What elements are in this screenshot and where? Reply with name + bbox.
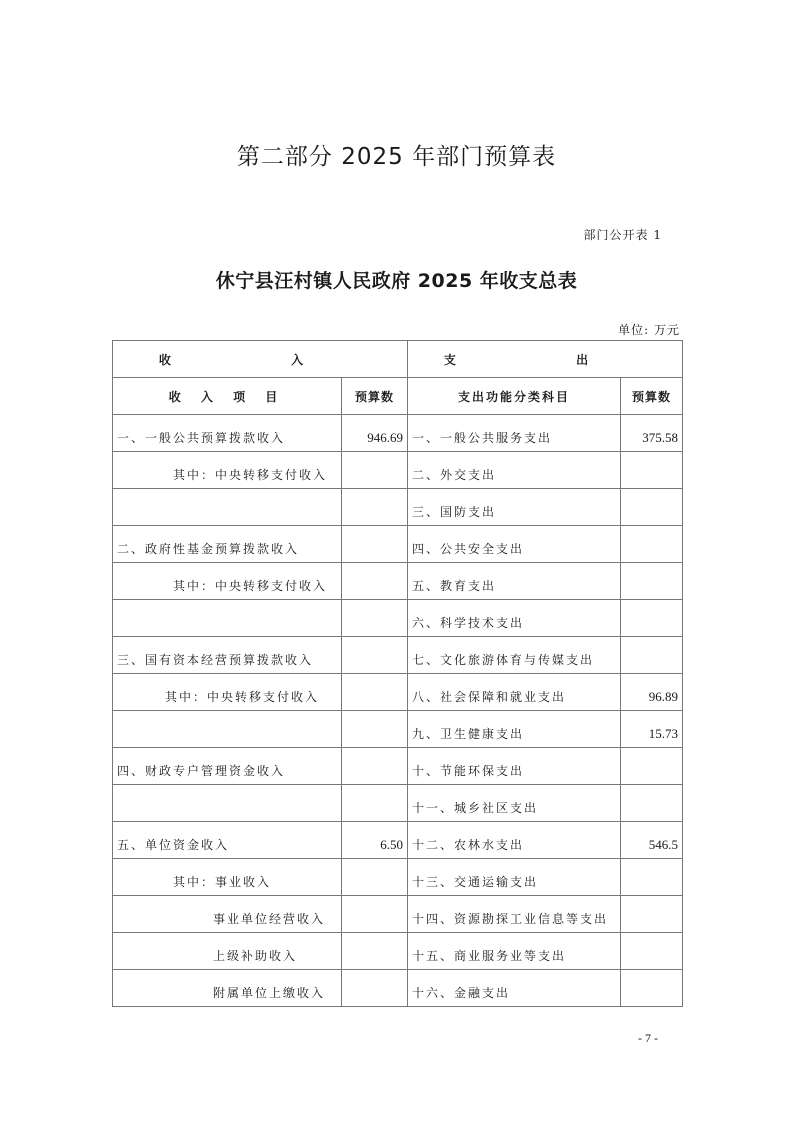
income-item-cell (113, 489, 342, 526)
income-item-header: 收 入 项 目 (113, 378, 342, 415)
page-number: - 7 - (638, 1031, 658, 1045)
expense-item-cell: 十六、金融支出 (408, 970, 621, 1007)
expense-item-cell: 十二、农林水支出 (408, 822, 621, 859)
expense-item-cell: 一、一般公共服务支出 (408, 415, 621, 452)
expense-value-cell (621, 489, 683, 526)
income-budget-header: 预算数 (342, 378, 408, 415)
income-item-cell: 其中：中央转移支付收入 (113, 674, 342, 711)
income-item-cell: 二、政府性基金预算拨款收入 (113, 526, 342, 563)
table-title: 休宁县汪村镇人民政府 2025 年收支总表 (215, 270, 578, 292)
table-row (113, 637, 683, 674)
table-row (113, 785, 683, 822)
expense-value-cell: 546.5 (621, 822, 683, 859)
expense-item-cell: 十五、商业服务业等支出 (408, 933, 621, 970)
table-row (113, 970, 683, 1007)
expense-value-cell (621, 970, 683, 1007)
expense-header: 支 出 (408, 341, 683, 378)
income-value-cell (342, 933, 408, 970)
income-value-cell (342, 970, 408, 1007)
income-value-cell (342, 748, 408, 785)
income-value-cell (342, 452, 408, 489)
income-item-cell: 五、单位资金收入 (113, 822, 342, 859)
income-item-cell: 上级补助收入 (113, 933, 342, 970)
table-row (113, 489, 683, 526)
expense-item-cell: 四、公共安全支出 (408, 526, 621, 563)
part-title: 第二部分 2025 年部门预算表 (236, 144, 557, 170)
table-row (113, 859, 683, 896)
expense-value-cell (621, 526, 683, 563)
expense-value-cell: 15.73 (621, 711, 683, 748)
income-value-cell (342, 896, 408, 933)
table-number: 部门公开表 1 (583, 228, 662, 242)
income-value-cell (342, 859, 408, 896)
header-row-1 (113, 341, 683, 378)
expense-item-cell: 六、科学技术支出 (408, 600, 621, 637)
expense-value-cell (621, 896, 683, 933)
income-value-cell (342, 600, 408, 637)
table-row (113, 933, 683, 970)
income-item-cell: 四、财政专户管理资金收入 (113, 748, 342, 785)
income-value-cell (342, 489, 408, 526)
income-value-cell (342, 637, 408, 674)
income-item-cell: 三、国有资本经营预算拨款收入 (113, 637, 342, 674)
income-value-cell (342, 526, 408, 563)
income-item-cell: 事业单位经营收入 (113, 896, 342, 933)
expense-item-cell: 十四、资源勘探工业信息等支出 (408, 896, 621, 933)
table-row (113, 896, 683, 933)
expense-item-header: 支出功能分类科目 (408, 378, 621, 415)
income-item-cell: 附属单位上缴收入 (113, 970, 342, 1007)
income-item-cell (113, 785, 342, 822)
expense-item-cell: 九、卫生健康支出 (408, 711, 621, 748)
expense-item-cell: 十一、城乡社区支出 (408, 785, 621, 822)
expense-value-cell: 96.89 (621, 674, 683, 711)
income-header: 收 入 (113, 341, 408, 378)
expense-value-cell (621, 637, 683, 674)
income-item-cell (113, 600, 342, 637)
header-row-2 (113, 378, 683, 415)
expense-value-cell (621, 600, 683, 637)
income-value-cell: 946.69 (342, 415, 408, 452)
income-item-cell: 一、一般公共预算拨款收入 (113, 415, 342, 452)
budget-summary-table (112, 340, 683, 1007)
expense-item-cell: 十三、交通运输支出 (408, 859, 621, 896)
expense-value-cell (621, 859, 683, 896)
income-item-cell: 其中：事业收入 (113, 859, 342, 896)
table-row (113, 452, 683, 489)
table-row (113, 526, 683, 563)
expense-item-cell: 十、节能环保支出 (408, 748, 621, 785)
expense-item-cell: 二、外交支出 (408, 452, 621, 489)
income-item-cell (113, 711, 342, 748)
table-row (113, 415, 683, 452)
table-row (113, 748, 683, 785)
expense-item-cell: 五、教育支出 (408, 563, 621, 600)
expense-item-cell: 三、国防支出 (408, 489, 621, 526)
unit-label: 单位: 万元 (618, 323, 680, 337)
expense-value-cell (621, 748, 683, 785)
table-row (113, 711, 683, 748)
table-row (113, 600, 683, 637)
income-item-cell: 其中：中央转移支付收入 (113, 563, 342, 600)
expense-item-cell: 八、社会保障和就业支出 (408, 674, 621, 711)
expense-budget-header: 预算数 (621, 378, 683, 415)
income-value-cell (342, 711, 408, 748)
table-row (113, 563, 683, 600)
expense-value-cell (621, 452, 683, 489)
income-value-cell (342, 785, 408, 822)
expense-value-cell (621, 933, 683, 970)
income-item-cell: 其中：中央转移支付收入 (113, 452, 342, 489)
table-row (113, 674, 683, 711)
income-value-cell: 6.50 (342, 822, 408, 859)
expense-value-cell: 375.58 (621, 415, 683, 452)
income-value-cell (342, 674, 408, 711)
table-row (113, 822, 683, 859)
expense-item-cell: 七、文化旅游体育与传媒支出 (408, 637, 621, 674)
expense-value-cell (621, 563, 683, 600)
expense-value-cell (621, 785, 683, 822)
income-value-cell (342, 563, 408, 600)
